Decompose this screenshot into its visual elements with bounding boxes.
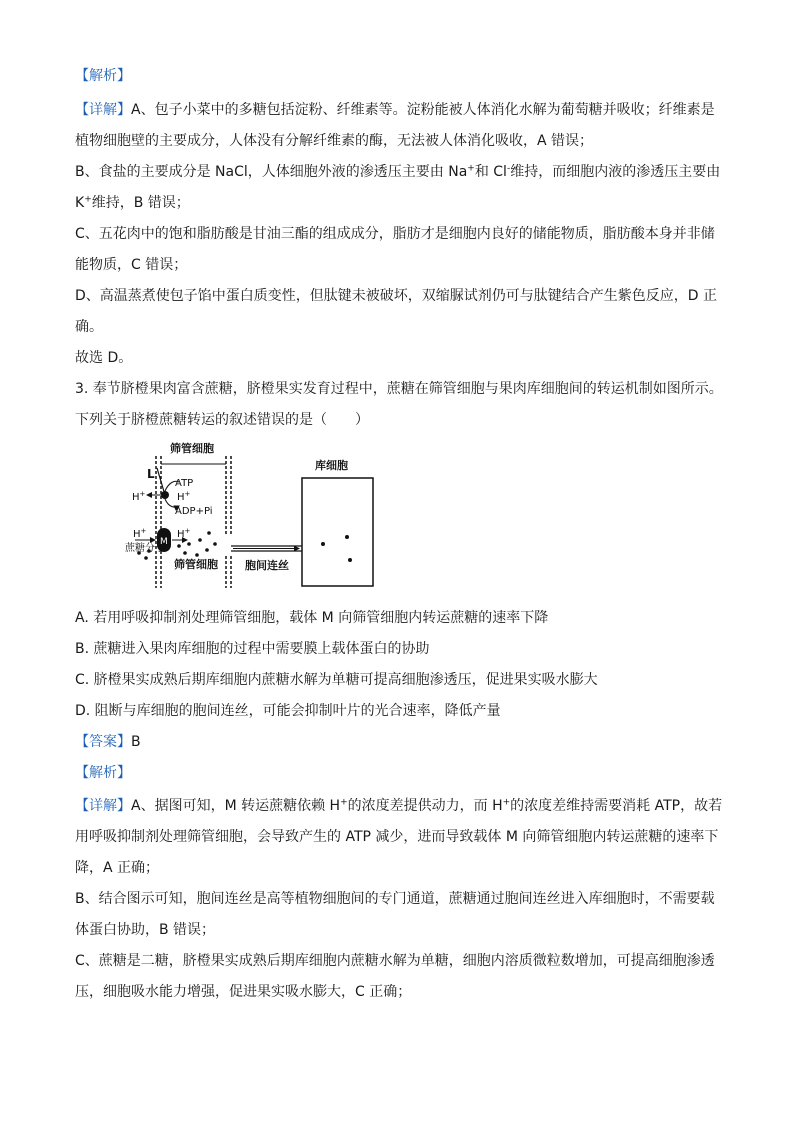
label-h-in (177, 490, 191, 503)
superscript: + (467, 163, 475, 174)
text-span: K (75, 195, 85, 211)
sucrose-dot (198, 538, 202, 542)
detail-heading: 【详解】 (75, 102, 131, 118)
sucrose-dot (321, 542, 325, 546)
label-l: L (147, 467, 155, 481)
detail-paragraph-line: 植物细胞壁的主要成分，人体没有分解纤维素的酶，无法被人体消化吸收，A 错误； (75, 133, 594, 149)
h-symbol: H (177, 492, 185, 503)
superscript: + (340, 797, 348, 808)
superscript: - (506, 163, 511, 174)
detail-paragraph-line: 用呼吸抑制剂处理筛管细胞，会导致产生的 ATP 减少，进而导致载体 M 向筛管细胞内转运蔗糖的速率下 (75, 829, 719, 845)
sucrose-dot (144, 556, 148, 560)
detail-paragraph-line (75, 796, 722, 816)
detail-paragraph-line: 体蛋白协助，B 错误； (75, 922, 216, 938)
proton-pump (161, 491, 169, 499)
sucrose-dot (207, 531, 211, 535)
sucrose-dot (183, 551, 187, 555)
superscript: + (139, 490, 146, 498)
analysis-heading: 【解析】 (75, 68, 131, 84)
detail-paragraph-line: B、结合图示可知，胞间连丝是高等植物细胞间的专门通道，蔗糖通过胞间连丝进入库细胞时，不需要载 (75, 891, 715, 907)
sucrose-dot (195, 553, 199, 557)
text-span: 维持，而细胞内液的渗透压主要由 (510, 164, 721, 180)
superscript: + (502, 797, 511, 808)
text-span: B、食盐的主要成分是 NaCl，人体细胞外液的渗透压主要由 Na (75, 164, 468, 180)
label-sieve-top: 筛管细胞 (170, 442, 214, 455)
h-symbol: H (132, 492, 140, 503)
h-symbol: H (177, 529, 185, 540)
analysis-heading: 【解析】 (75, 765, 131, 781)
text-span: 和 Cl (474, 164, 507, 180)
label-h-out (132, 490, 146, 503)
question-stem: 下列关于脐橙蔗糖转运的叙述错误的是（ ） (75, 412, 369, 428)
question-stem: 3. 奉节脐橙果肉富含蔗糖，脐橙果实发育过程中，蔗糖在筛管细胞与果肉库细胞间的转运机制如图所示。 (75, 381, 723, 397)
label-m: M (160, 537, 168, 547)
sucrose-dot (205, 548, 209, 552)
text-span: 的浓度差维持需要消耗 ATP，故若 (510, 798, 723, 814)
sucrose-transport-diagram (125, 438, 385, 588)
detail-heading: 【详解】 (75, 798, 131, 814)
h-symbol: H (133, 529, 141, 540)
answer-heading: 【答案】 (75, 734, 131, 750)
option-a: A. 若用呼吸抑制剂处理筛管细胞，载体 M 向筛管细胞内转运蔗糖的速率下降 (75, 610, 549, 626)
detail-paragraph-line: 确。 (75, 319, 103, 335)
detail-paragraph-line: 压，细胞吸水能力增强，促进果实吸水膨大，C 正确； (75, 984, 412, 1000)
text-span: 的浓度差提供动力，而 H (347, 798, 503, 814)
label-adp: ADP+Pi (175, 506, 213, 517)
detail-paragraph-line (75, 162, 720, 182)
detail-paragraph-line (75, 193, 190, 213)
label-atp: ATP (175, 478, 194, 489)
conclusion-line: 故选 D。 (75, 350, 133, 366)
superscript: + (84, 194, 92, 205)
sucrose-dot (345, 535, 349, 539)
label-h-carrier-in (177, 527, 191, 540)
label-plasmodesmata: 胞间连丝 (245, 559, 289, 572)
detail-paragraph-line: C、五花肉中的饱和脂肪酸是甘油三酯的组成成分，脂肪才是细胞内良好的储能物质，脂肪酸本身并非储 (75, 226, 715, 242)
superscript: + (184, 490, 191, 498)
detail-paragraph-line: 能物质，C 错误； (75, 257, 188, 273)
label-sieve-bottom: 筛管细胞 (174, 558, 218, 571)
detail-paragraph-line: C、蔗糖是二糖，脐橙果实成熟后期库细胞内蔗糖水解为单糖，细胞内溶质微粒数增加，可提高细胞渗透 (75, 953, 715, 969)
detail-paragraph-line: 降，A 正确； (75, 860, 160, 876)
answer-value: B (131, 734, 141, 750)
storage-cell (302, 478, 373, 586)
sucrose-dot (213, 542, 217, 546)
sucrose-dot (177, 544, 181, 548)
sucrose-dot (348, 558, 352, 562)
sucrose-dot (187, 542, 191, 546)
option-d: D. 阻断与库细胞的胞间连丝，可能会抑制叶片的光合速率，降低产量 (75, 703, 501, 719)
detail-paragraph-line: D、高温蒸煮使包子馅中蛋白质变性，但肽键未被破坏，双缩脲试剂仍可与肽键结合产生紫色反应，D 正 (75, 288, 718, 304)
label-storage-cell: 库细胞 (315, 459, 348, 472)
label-h-carrier-out (133, 527, 147, 540)
superscript: + (184, 527, 191, 535)
option-c: C. 脐橙果实成熟后期库细胞内蔗糖水解为单糖可提高细胞渗透压，促进果实吸水膨大 (75, 672, 598, 688)
option-b: B. 蔗糖进入果肉库细胞的过程中需要膜上载体蛋白的协助 (75, 641, 430, 657)
text-span: A、包子小菜中的多糖包括淀粉、纤维素等。淀粉能被人体消化水解为葡萄糖并吸收；纤维素是 (131, 102, 715, 118)
detail-paragraph-line (75, 100, 715, 120)
text-span: 维持，B 错误； (91, 195, 190, 211)
text-span: A、据图可知，M 转运蔗糖依赖 H (131, 798, 341, 814)
answer-line (75, 732, 141, 752)
superscript: + (140, 527, 147, 535)
label-sucrose: 蔗糖分子 (125, 543, 165, 554)
